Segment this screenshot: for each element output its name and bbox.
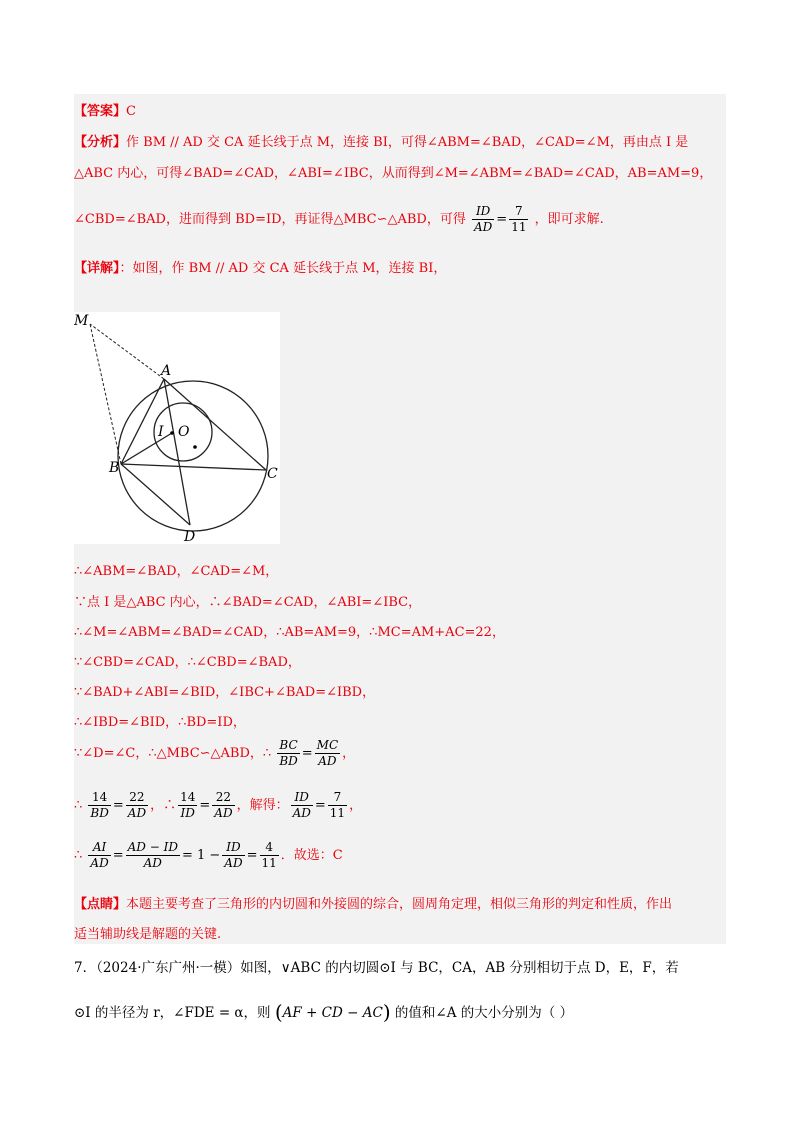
equals-sign: = xyxy=(314,798,326,813)
detail-tag: 【详解】 xyxy=(74,261,120,276)
comment-text-1: 本题主要考查了三角形的内切圆和外接圆的综合，圆周角定理，相似三角形的判定和性质，作出 xyxy=(126,897,673,912)
circumcircle xyxy=(118,381,268,531)
fraction-ai-ad: $\frac{AI}{AD}$ xyxy=(90,840,109,870)
label-c: C xyxy=(267,466,278,482)
fraction-id-ad: $\frac{ID}{AD}$ xyxy=(473,204,493,234)
step-1: ∴∠ABM=∠BAD，∠CAD=∠M， xyxy=(74,564,279,579)
fraction-22-ad-2: $\frac{22}{AD}$ xyxy=(214,790,233,820)
question-line-2-pre: ⊙I 的半径为 r，∠FDE = α，则 xyxy=(74,1005,271,1021)
segment-bc xyxy=(121,464,266,470)
fraction-7-11-2: $\frac{7}{11}$ xyxy=(329,790,346,820)
analysis-line-1 xyxy=(74,131,688,150)
label-o: O xyxy=(178,424,190,440)
step-3: ∴∠M=∠ABM=∠BAD=∠CAD，∴AB=AM=9，∴MC=AM+AC=22， xyxy=(74,625,505,640)
question-line-2-post: 的值和∠A 的大小分别为（ ） xyxy=(394,1005,574,1021)
step-7 xyxy=(74,738,355,769)
equals-one-minus: = 1 − xyxy=(181,848,221,863)
equals-sign: = xyxy=(112,848,124,863)
label-b: B xyxy=(109,460,120,476)
label-i: I xyxy=(158,424,164,440)
circle-triangle-diagram xyxy=(74,312,280,544)
step-8-therefore: ∴ xyxy=(74,798,83,813)
question-line-2 xyxy=(74,1000,573,1024)
step-6: ∴∠IBD=∠BID，∴BD=ID， xyxy=(74,715,246,730)
label-m: M xyxy=(74,313,89,329)
analysis-line-2 xyxy=(74,162,712,181)
step-9 xyxy=(74,840,343,871)
equals-sign: = xyxy=(301,746,313,761)
equals-sign: = xyxy=(246,848,258,863)
step-8-mid: ，∴ xyxy=(150,798,177,813)
comment-line-2: 适当辅助线是解题的关键. xyxy=(74,927,222,942)
label-d: D xyxy=(184,529,196,544)
step-4: ∵∠CBD=∠CAD，∴∠CBD=∠BAD， xyxy=(74,655,301,670)
analysis-tag: 【分析】 xyxy=(74,135,127,150)
fraction-14-bd: $\frac{14}{BD}$ xyxy=(90,790,109,820)
equals-sign: = xyxy=(496,212,508,227)
fraction-bc-bd: $\frac{BC}{BD}$ xyxy=(279,738,298,768)
segment-am xyxy=(90,324,164,379)
point-i xyxy=(170,431,174,435)
analysis-text-2: △ABC 内心，可得∠BAD=∠CAD，∠ABI=∠IBC，从而得到∠M=∠ABM=∠BAD=∠CAD，AB=AM=9， xyxy=(74,166,713,181)
geometry-figure xyxy=(74,312,280,544)
equals-sign: = xyxy=(199,798,211,813)
label-a: A xyxy=(161,363,172,379)
analysis-line-3 xyxy=(74,204,604,235)
fraction-7-11: $\frac{7}{11}$ xyxy=(511,204,527,234)
step-7-text: ∵∠D=∠C，∴△MBC∽△ABD，∴ xyxy=(74,746,272,761)
analysis-text-3-post: ，即可求解. xyxy=(534,212,604,227)
analysis-text-3-pre: ∠CBD=∠BAD，进而得到 BD=ID，再证得△MBC∽△ABD，可得 xyxy=(74,212,466,227)
fraction-4-11: $\frac{4}{11}$ xyxy=(261,840,277,870)
step-8-post: ， xyxy=(349,798,363,813)
segment-ad xyxy=(164,379,190,525)
fraction-14-id: $\frac{14}{ID}$ xyxy=(180,790,196,820)
analysis-text-1: 作 BM // AD 交 CA 延长线于点 M，连接 BI，可得∠ABM=∠BAD，∠CAD=∠M，再由点 I 是 xyxy=(126,135,689,150)
question-line-1: 7．（2024·广东广州·一模）如图，∨ABC 的内切圆⊙I 与 BC，CA，AB 分别相切于点 D，E，F，若 xyxy=(74,960,679,976)
fraction-mc-ad: $\frac{MC}{AD}$ xyxy=(316,738,339,768)
fraction-id-ad-2: $\frac{ID}{AD}$ xyxy=(292,790,311,820)
step-5: ∵∠BAD+∠ABI=∠BID，∠IBC+∠BAD=∠IBD， xyxy=(74,685,376,700)
fraction-ad-minus-id: $\frac{AD - ID}{AD}$ xyxy=(127,840,178,870)
equals-sign: = xyxy=(112,798,124,813)
step-9-therefore: ∴ xyxy=(74,848,83,863)
answer-tag: 【答案】 xyxy=(74,104,127,119)
step-8-solve: ，解得： xyxy=(236,798,289,813)
question-expression: AF + CD − AC xyxy=(282,1005,383,1021)
segment-bm xyxy=(90,324,121,464)
comment-tag: 【点睛】 xyxy=(74,897,127,912)
answer-value: C xyxy=(126,104,136,119)
detail-line xyxy=(74,257,446,276)
close-paren: ) xyxy=(382,1000,391,1024)
step-8 xyxy=(74,790,362,821)
step-7-post: ， xyxy=(342,746,356,761)
step-9-post: ．故选：C xyxy=(280,848,343,863)
answer-line xyxy=(74,100,136,119)
detail-text: ：如图，作 BM // AD 交 CA 延长线于点 M，连接 BI， xyxy=(119,261,447,276)
comment-line-1 xyxy=(74,893,672,912)
fraction-id-ad-3: $\frac{ID}{AD}$ xyxy=(224,840,243,870)
segment-bd xyxy=(121,464,190,525)
step-2: ∵点 I 是△ABC 内心，∴∠BAD=∠CAD，∠ABI=∠IBC， xyxy=(74,595,422,610)
open-paren: ( xyxy=(274,1000,283,1024)
fraction-22-ad: $\frac{22}{AD}$ xyxy=(127,790,147,820)
point-o xyxy=(193,445,197,449)
